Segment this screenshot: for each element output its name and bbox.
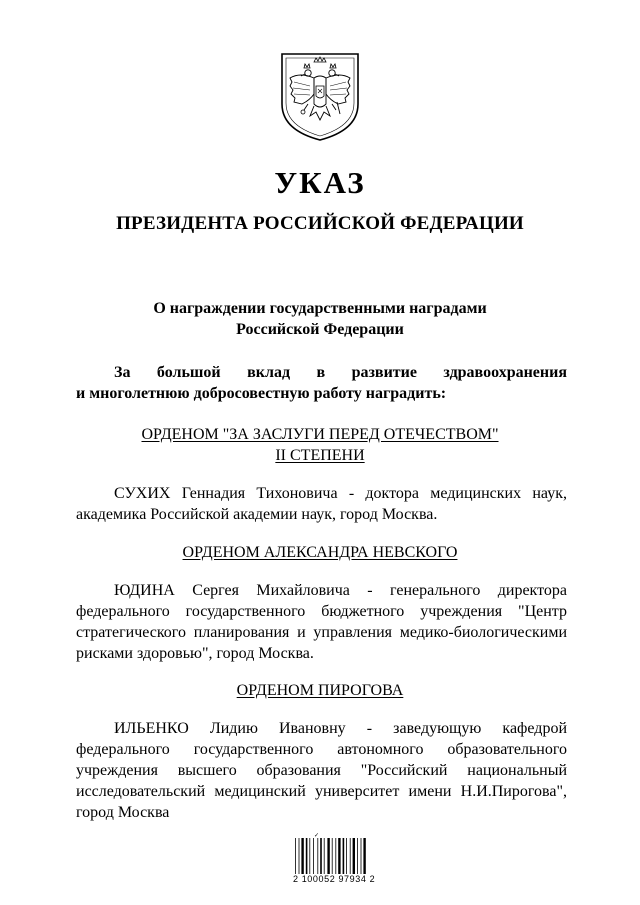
barcode-bar [295, 838, 296, 874]
decree-intro-line: и многолетнюю добросовестную работу наградить: [76, 385, 447, 402]
recipient-line: учреждения высшего образования "Российский национальный [76, 762, 567, 779]
decree-issuer: ПРЕЗИДЕНТА РОССИЙСКОЙ ФЕДЕРАЦИИ [116, 213, 524, 234]
barcode-bar [338, 838, 340, 874]
award-recipient-text [76, 483, 567, 525]
barcode-bar [317, 838, 318, 874]
barcode-bar [301, 838, 303, 874]
barcode-bar [320, 838, 322, 874]
award-recipient-text [76, 718, 567, 823]
decree-subject-line: Российской Федерации [236, 321, 404, 338]
decree-subject [0, 298, 640, 340]
award-heading-line: ОРДЕНОМ АЛЕКСАНДРА НЕВСКОГО [182, 544, 458, 561]
recipient-line: стратегического планирования и управления медико-биологическими [76, 624, 567, 641]
award-heading-line: ОРДЕНОМ ПИРОГОВА [236, 682, 404, 699]
barcode-bar [363, 838, 365, 874]
award-heading [0, 424, 640, 466]
award-heading-line: ОРДЕНОМ "ЗА ЗАСЛУГИ ПЕРЕД ОТЕЧЕСТВОМ" [141, 426, 499, 443]
barcode-bar [313, 838, 314, 874]
recipient-line: ЮДИНА Сергея Михайловича - генерального директора [114, 582, 567, 599]
recipient-line: СУХИХ Геннадия Тихоновича - доктора медицинских наук, [114, 485, 567, 502]
barcode-bar [346, 838, 347, 874]
barcode [294, 838, 368, 874]
barcode-bar [361, 838, 362, 874]
barcode-bar [357, 838, 358, 874]
decree-intro-line: За большой вклад в развитие здравоохранения [114, 364, 567, 381]
barcode-bar [306, 838, 308, 874]
recipient-line: город Москва [76, 804, 170, 821]
barcode-bar [299, 838, 300, 874]
recipient-line: академика Российской академии наук, город Москва. [76, 506, 438, 523]
barcode-number: 2 100052 97934 2 [293, 874, 376, 884]
decree-title: УКАЗ [274, 165, 366, 200]
barcode-bar [327, 838, 329, 874]
barcode-bar [353, 838, 355, 874]
barcode-bar [309, 838, 310, 874]
award-heading [0, 680, 640, 701]
recipient-line: федерального государственного автономного образовательного [76, 741, 567, 758]
recipient-line: исследовательский медицинский университет имени Н.И.Пирогова", [76, 783, 567, 800]
award-recipient-text [76, 580, 567, 664]
barcode-bar [343, 838, 345, 874]
barcode-bar [324, 838, 325, 874]
decree-intro [76, 362, 567, 404]
award-heading [0, 542, 640, 563]
decree-subject-line: О награждении государственными наградами [153, 300, 487, 317]
recipient-line: рисками здоровью", город Москва. [76, 645, 314, 662]
recipient-line: ИЛЬЕНКО Лидию Ивановну - заведующую кафедрой [114, 720, 567, 737]
registration-mark: ✓ [314, 833, 320, 839]
award-heading-line: II СТЕПЕНИ [275, 447, 365, 464]
coat-of-arms-emblem [278, 52, 362, 142]
barcode-bar [332, 838, 333, 874]
barcode-bar [350, 838, 351, 874]
barcode-bar [335, 838, 336, 874]
recipient-line: федерального государственного бюджетного учреждения "Центр [76, 603, 567, 620]
